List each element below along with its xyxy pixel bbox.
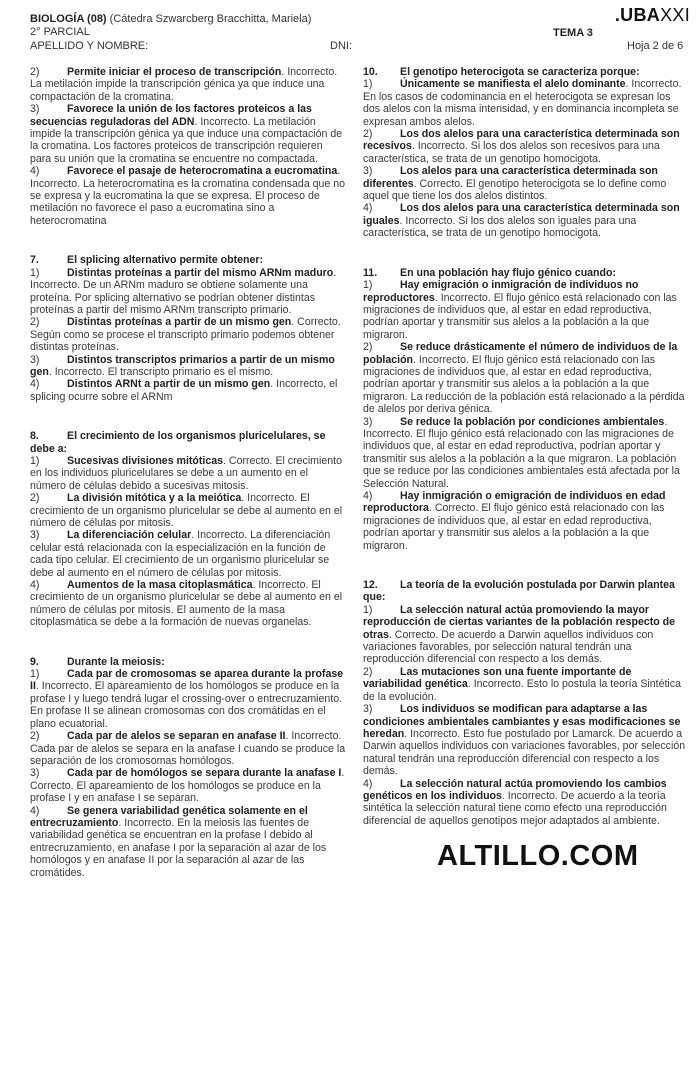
tema-label: TEMA 3 — [553, 27, 593, 39]
option-explanation: . Incorrecto. Si los dos alelos son iguales para una característica, se trata de un genotipo homocigota. — [363, 214, 637, 240]
option-statement: Hay emigración o inmigración de individuos no reproductores — [363, 279, 639, 304]
question-heading — [363, 267, 689, 279]
option-number: 1) — [363, 603, 373, 616]
question-heading — [30, 254, 346, 266]
option-explanation: . Incorrecto. En la meiosis las fuentes de variabilidad genética se encuentran en la profase I debido al entrecruzamiento, en anafase I por la separación al azar de los homólogos y en anafase II por la separación al azar de las cromátides. — [30, 816, 327, 879]
left-column — [30, 66, 346, 906]
option-row — [363, 341, 689, 415]
question-heading — [363, 66, 689, 78]
option-statement: Distintos transcriptos primarios a partir de un mismo gen — [30, 353, 335, 378]
option-number: 1) — [30, 454, 40, 467]
question-block-10 — [363, 66, 689, 240]
option-statement: Favorece el pasaje de heterocromatina a eucromatina — [67, 165, 338, 178]
option-row — [30, 103, 346, 165]
option-number: 4) — [30, 378, 40, 391]
option-explanation: . Incorrecto. El transcripto primario es el mismo. — [48, 365, 274, 378]
option-explanation: . Incorrecto. Esto fue postulado por Lamarck. De acuerdo a Darwin aquellos individuos con variaciones favorables, por selección natural tendrán una reproducción diferencial con respecto a los demás. — [363, 727, 686, 778]
option-statement: Los alelos para una característica determinada son diferentes — [363, 165, 658, 190]
option-number: 1) — [30, 266, 40, 279]
option-statement: Sucesivas divisiones mitóticas — [67, 454, 224, 467]
option-statement: La selección natural actúa promoviendo la mayor reproducción de ciertas variantes de la población respecto de otras — [363, 603, 676, 641]
question-block-7 — [30, 254, 346, 403]
question-number: 10. — [363, 66, 378, 78]
option-explanation: . Incorrecto. En los casos de codominancia en el heterocigota se expresan los dos alelos con la misma intensidad, y en dominancia incompleta se expresan ambos alelos. — [363, 78, 682, 128]
option-explanation: . Correcto. El crecimiento en los individuos pluricelulares se debe a un aumento en el número de células debido a sucesivas mitosis. — [30, 454, 342, 492]
option-number: 4) — [363, 490, 373, 502]
option-row — [363, 202, 689, 239]
option-number: 4) — [30, 579, 40, 592]
option-statement: Las mutaciones son una fuente importante de variabilidad genética — [363, 665, 632, 691]
option-number: 3) — [363, 415, 373, 428]
option-number: 3) — [363, 165, 373, 178]
option-row — [30, 579, 346, 629]
option-statement: La selección natural actúa promoviendo los cambios genéticos en los individuos — [363, 777, 667, 802]
option-row — [30, 455, 346, 492]
right-column — [363, 66, 689, 854]
option-statement: Los dos alelos para una característica determinada son recesivos — [363, 128, 680, 153]
dni-label: DNI: — [330, 40, 352, 52]
question-title: El crecimiento de los organismos pluricelulares, se debe a: — [30, 430, 326, 455]
option-row — [363, 416, 689, 490]
watermark: ALTILLO.COM — [437, 840, 639, 872]
option-explanation: . Incorrecto. De un ARNm maduro se obtiene solamente una proteína. Por splicing alternativo se podrían obtener distintas proteínas a partir del mismo ARNm transcripto primario. — [30, 266, 337, 316]
option-row — [363, 128, 689, 165]
question-block-8 — [30, 430, 346, 629]
option-row — [363, 778, 689, 828]
option-statement: Los dos alelos para una característica determinada son iguales — [363, 202, 680, 227]
question-block-9 — [30, 656, 346, 879]
uba-logo-text: .UBA — [614, 5, 661, 25]
option-number: 2) — [30, 316, 40, 329]
option-number: 3) — [363, 703, 373, 716]
question-number: 8. — [30, 430, 39, 443]
question-heading — [363, 579, 689, 604]
option-number: 2) — [363, 665, 373, 678]
continued-options-block — [30, 66, 346, 227]
option-number: 2) — [363, 341, 373, 354]
question-number: 12. — [363, 579, 378, 592]
course-title — [30, 13, 311, 25]
option-row — [30, 529, 346, 579]
option-number: 3) — [30, 353, 40, 366]
question-title: En una población hay flujo génico cuando: — [400, 266, 617, 279]
option-statement: Permite iniciar el proceso de transcripción — [67, 66, 282, 78]
option-row — [30, 66, 346, 103]
option-statement: Los individuos se modifican para adaptarse a las condiciones ambientales cambiantes y esas modificaciones se heredan — [363, 703, 681, 740]
question-title: La teoría de la evolución postulada por Darwin plantea que: — [363, 579, 675, 604]
option-statement: Se genera variabilidad genética solamente en el entrecruzamiento — [30, 804, 308, 829]
question-title: El splicing alternativo permite obtener: — [67, 254, 264, 267]
question-title: El genotipo heterocigota se caracteriza porque: — [400, 66, 640, 78]
option-row — [30, 730, 346, 767]
option-row — [363, 666, 689, 703]
option-statement: La división mitótica y a la meiótica — [67, 492, 242, 505]
option-number: 1) — [30, 668, 40, 681]
option-explanation: . Correcto. El flujo génico está relacionado con las migraciones de individuos que, al estar en edad reproductiva, podrían aportar y transmitir sus alelos a la población a la que migraron. — [363, 502, 665, 552]
option-explanation: . Incorrecto. La metilación impide la transcripción génica ya que induce una compactación de la cromatina. — [30, 66, 338, 103]
question-number: 11. — [363, 266, 378, 279]
option-row — [30, 805, 346, 879]
option-number: 4) — [363, 777, 373, 790]
name-label: APELLIDO Y NOMBRE: — [30, 40, 149, 52]
option-number: 2) — [363, 128, 373, 141]
option-statement: Distintas proteínas a partir de un mismo gen — [67, 316, 292, 329]
option-statement: Se reduce la población por condiciones ambientales — [400, 415, 665, 428]
course-chair: (Cátedra Szwarcberg Bracchitta, Mariela) — [106, 13, 312, 25]
option-row — [30, 316, 346, 353]
option-row — [30, 668, 346, 730]
question-number: 7. — [30, 254, 39, 267]
option-explanation: . Correcto. De acuerdo a Darwin aquellos individuos con variaciones favorables, por selección natural tendrán una reproducción diferencial con respecto a los demás. — [363, 628, 654, 666]
option-explanation: . Incorrecto. El apareamiento de los homólogos se produce en la profase I y luego tendrá lugar el crossing-over o entrecruzamiento. En profase II se alinean cromosomas con dos cromátidas en el plano ecuatorial. — [30, 680, 343, 730]
option-explanation: . Correcto. El genotipo heterocigota se lo define como aquel que tiene los dos alelos distintos. — [363, 177, 667, 203]
option-number: 1) — [363, 78, 373, 91]
question-heading — [30, 430, 346, 455]
option-row — [363, 490, 689, 552]
option-explanation: . Incorrecto. De acuerdo a la teoría sintética la selección natural tiene como efecto una reproducción diferencial de aquellos genotipos mejor adaptados al ambiente. — [363, 789, 667, 827]
option-statement: La diferenciación celular — [67, 529, 192, 542]
course-code: BIOLOGÍA (08) — [30, 13, 107, 25]
question-number: 9. — [30, 655, 39, 668]
option-explanation: . Incorrecto. La heterocromatina es la cromatina condensada que no se expresa y la eucromatina la que se expresa. El proceso de metilación no favorece el paso a eucromatina sino a heterocromatina — [30, 165, 346, 227]
option-explanation: . Incorrecto. La metilación impide la transcripción génica ya que induce una compactación de la cromatina. Los factores proteicos de transcripción requieren para su unión que la cromatina se encuentre no compactada. — [30, 115, 343, 165]
option-statement: Cada par de cromosomas se aparea durante la profase II — [30, 668, 344, 693]
option-number: 2) — [30, 730, 40, 743]
option-explanation: . Incorrecto. La diferenciación celular está relacionada con la especialización en la función de cada tipo celular. El crecimiento de un organismo pluricelular se debe al aumento en el número de células por mitosis. — [30, 529, 331, 579]
option-explanation: . Incorrecto. El flujo génico está relacionado con las migraciones de individuos que, al estar en edad reproductiva, podrían aportar y transmitir sus alelos a la población a la que migraron. — [363, 291, 677, 341]
xxi-logo-text: XXI — [660, 5, 690, 25]
option-row — [363, 279, 689, 341]
option-explanation: . Incorrecto. Si los dos alelos son recesivos para una característica, se trata de un genotipo homocigota. — [363, 140, 660, 165]
option-statement: Aumentos de la masa citoplasmática — [67, 579, 253, 592]
option-number: 1) — [363, 279, 373, 292]
option-statement: Se reduce drásticamente el número de individuos de la población — [363, 341, 678, 366]
option-row — [30, 492, 346, 529]
option-statement: Favorece la unión de los factores proteicos a las secuencias reguladoras del ADN — [30, 103, 312, 128]
option-explanation: . Incorrecto. El flujo génico está relacionado con las migraciones de individuos que, al estar en edad reproductiva, podrían aportar y transmitir sus alelos a la población a la que migraron. La población que se reduce por las condiciones ambientales está afectada por la Selección Natural. — [363, 415, 680, 490]
option-row — [363, 165, 689, 202]
option-statement: Cada par de homólogos se separa durante la anafase I — [67, 767, 342, 780]
option-row — [30, 378, 346, 403]
option-number: 3) — [30, 767, 40, 780]
option-row — [30, 354, 346, 379]
option-row — [30, 267, 346, 317]
option-number: 2) — [30, 66, 40, 78]
option-explanation: . Incorrecto. El crecimiento de un organismo pluricelular se debe al aumento en el número de células por mitosis. — [30, 492, 343, 529]
page-number: Hoja 2 de 6 — [627, 40, 684, 52]
option-explanation: . Incorrecto, el splicing ocurre sobre el ARNm — [30, 378, 338, 403]
option-statement: Distintos ARNt a partir de un mismo gen — [67, 378, 271, 391]
question-block-11 — [363, 267, 689, 552]
option-explanation: . Correcto. Según como se procese el transcripto primario podemos obtener distintas proteínas. — [30, 316, 341, 354]
option-statement: Cada par de alelos se separan en anafase II — [67, 730, 286, 743]
option-explanation: . Incorrecto. El crecimiento de un organismo pluricelular se debe al aumento en el número de células por mitosis. El aumento de la masa citoplasmática se debe a la formación de nuevas organelas. — [30, 579, 343, 629]
option-number: 4) — [30, 804, 40, 817]
option-number: 2) — [30, 492, 40, 505]
option-row — [363, 604, 689, 666]
option-explanation: . Incorrecto. Cada par de alelos se separa en la anafase I cuando se produce la separación de los cromosomas homólogos. — [30, 730, 346, 767]
question-heading — [30, 656, 346, 668]
option-number: 3) — [30, 529, 40, 542]
option-explanation: . Correcto. El apareamiento de los homólogos se produce en la profase I y en anafase I se separan. — [30, 767, 345, 805]
question-title: Durante la meiosis: — [67, 655, 165, 668]
option-explanation: . Incorrecto. El flujo génico está relacionado con las migraciones de individuos que, al estar en edad reproductiva, podrían aportar y transmitir sus alelos a la población a la que migraron. La reducción de la población está relacionado a la pérdida de alelos por deriva génica. — [363, 353, 685, 416]
option-explanation: . Incorrecto. Esto lo postula la teoría Sintética de la evolución. — [363, 678, 681, 703]
option-statement: Hay inmigración o emigración de individuos en edad reproductora — [363, 490, 666, 515]
option-number: 3) — [30, 103, 40, 116]
option-number: 4) — [363, 202, 373, 215]
option-row — [30, 165, 346, 227]
option-number: 4) — [30, 165, 40, 178]
exam-label: 2° PARCIAL — [30, 26, 90, 38]
question-block-12 — [363, 579, 689, 827]
option-row — [30, 767, 346, 804]
option-row — [363, 703, 689, 777]
uba-xxi-logo — [615, 6, 690, 24]
option-statement: Distintas proteínas a partir del mismo ARNm maduro — [67, 266, 334, 279]
option-statement: Únicamente se manifiesta el alelo dominante — [400, 78, 626, 91]
option-row — [363, 78, 689, 128]
